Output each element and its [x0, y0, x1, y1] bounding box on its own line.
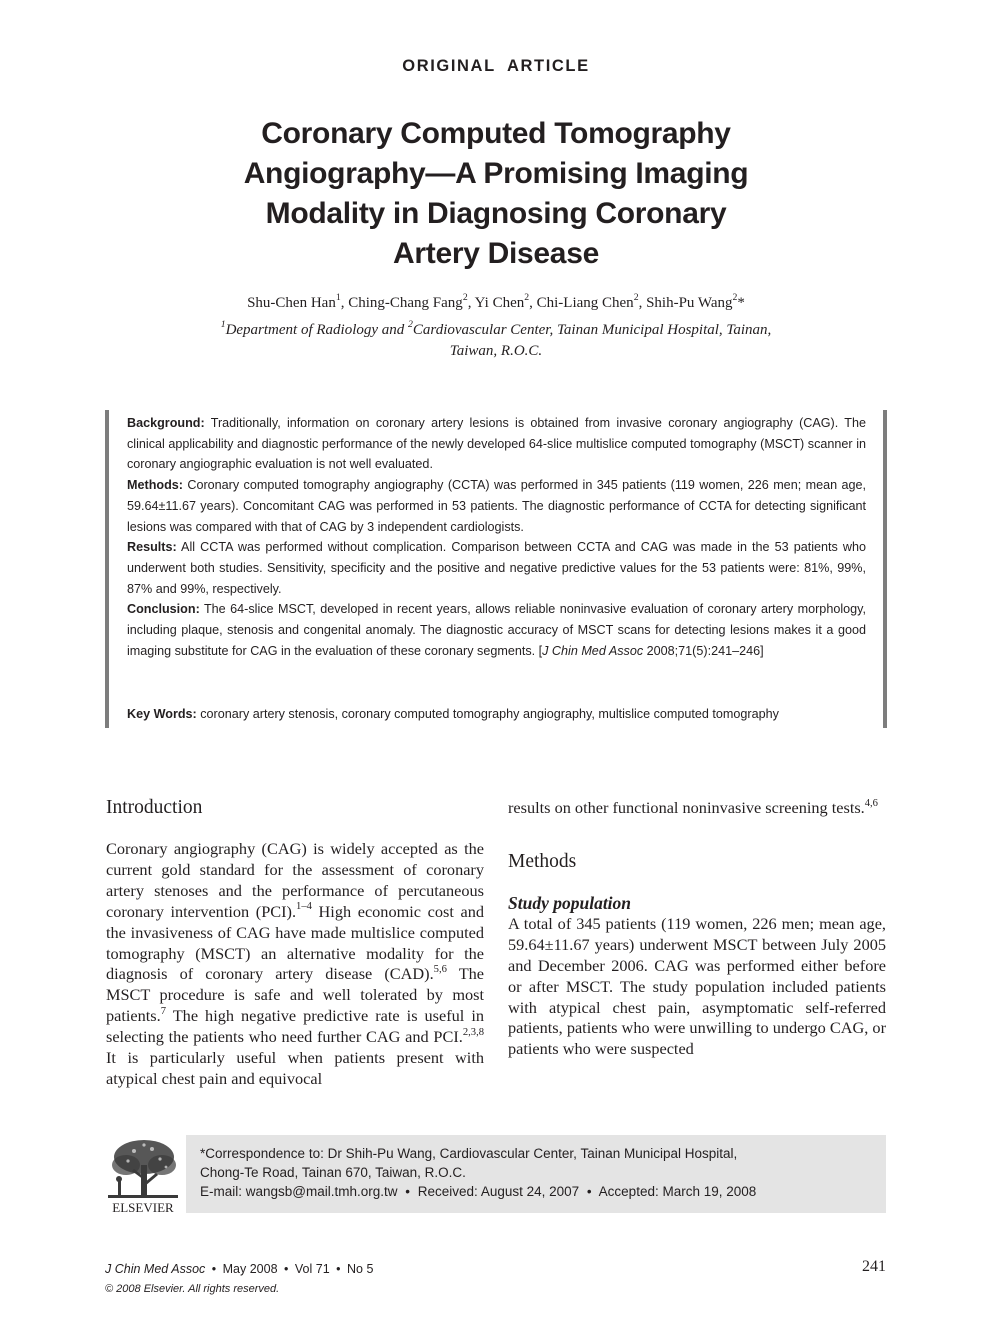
bullet-separator: •	[405, 1184, 411, 1200]
footer-volume: Vol 71	[294, 1262, 330, 1276]
body-text: High economic cost and the invasiveness of CAG have made multislice computed tomography (MSCT) an alternative modality for the diagnosis of coronary artery disease (CAD).	[106, 901, 484, 984]
author-separator: ,	[467, 295, 475, 311]
author-name: Yi Chen	[474, 295, 525, 311]
abstract-body: All CCTA was performed without complication. Comparison between CCTA and CAG was made in the 53 patients who underwent both studies. Sensitivity, specificity and the positive and negative predictive values for the 53 patients were: 81%, 99%, 87% and 99%, respectively.	[127, 540, 866, 596]
footer-citation	[105, 1261, 373, 1278]
body-text: The high negative predictive rate is useful in selecting the patients who need further CAG and PCI.	[106, 1006, 484, 1047]
citation-sup: 5,6	[433, 963, 447, 975]
title-line: Artery Disease	[393, 237, 599, 270]
affiliation-sup: 1	[220, 319, 226, 331]
body-text: results on other functional noninvasive screening tests.	[508, 798, 865, 817]
citation-journal: J Chin Med Assoc	[542, 643, 644, 658]
affiliation-text: Department of Radiology and	[225, 322, 409, 338]
footer-date: May 2008	[222, 1262, 278, 1276]
bullet-separator: •	[336, 1262, 341, 1276]
author-name: Shu-Chen Han	[247, 295, 336, 311]
footer	[105, 1261, 373, 1298]
bullet-separator: •	[284, 1262, 289, 1276]
author-name: Ching-Chang Fang	[348, 295, 463, 311]
left-column	[106, 795, 484, 1090]
abstract-methods	[127, 475, 866, 537]
citation-sup: 1–4	[296, 901, 312, 913]
author-affil-sup: 2	[462, 292, 468, 304]
author-affil-sup: 2	[633, 292, 639, 304]
abstract-body: The 64-slice MSCT, developed in recent years, allows reliable noninvasive evaluation of coronary artery morphology, including plaque, stenosis and congenital anomaly. The diagnostic accuracy of MSCT scans for detecting lesions makes it a good imaging substitute for CAG in the evaluation of these coronary segments. [	[127, 602, 866, 658]
title-line: Angiography—A Promising Imaging	[243, 157, 749, 190]
abstract-body: Traditionally, information on coronary artery lesions is obtained from invasive coronary angiography (CAG). The clinical applicability and diagnostic performance of the newly developed 64-slice multislice computed tomography (MSCT) scanner in coronary angiographic evaluation is not well evaluated.	[127, 416, 866, 472]
author-separator: ,	[340, 295, 349, 311]
section-heading: Introduction	[106, 797, 203, 818]
abstract-results	[127, 537, 866, 599]
page-number: 241	[862, 1258, 886, 1275]
affiliation-sup: 2	[408, 319, 413, 331]
correspondence-line: Chong-Te Road, Tainan 670, Taiwan, R.O.C.	[200, 1165, 466, 1181]
author-list	[0, 293, 992, 313]
footer-issue: No 5	[347, 1262, 374, 1276]
accepted-date: Accepted: March 19, 2008	[598, 1184, 757, 1200]
author-separator: ,	[529, 295, 537, 311]
abstract-label: Results:	[127, 540, 177, 555]
abstract-body: Coronary computed tomography angiography (CCTA) was performed in 345 patients (119 women, 226 men; mean age, 59.64±11.67 years). Concomitant CAG was performed in 53 patients. The diagnostic performance of CCTA for detecting significant lesions was compared with that of CAG by 3 independent cardiologists.	[127, 478, 866, 534]
author-affil-sup: 1	[335, 292, 341, 304]
elsevier-logo	[104, 1135, 182, 1215]
author-affil-sup: 2	[524, 292, 530, 304]
citation-sup: 4,6	[864, 797, 878, 809]
correspondence	[200, 1144, 880, 1202]
affiliation-text: Taiwan, R.O.C.	[449, 343, 543, 359]
publisher-name: ELSEVIER	[112, 1200, 174, 1215]
body-paragraph: A total of 345 patients (119 women, 226 men; mean age, 59.64±11.67 years) underwent MSCT between July 2005 and December 2006. CAG was performed either before or after MSCT. The study population included patients with atypical chest pain, asymptomatic self-referred patients, patients who were unwilling to undergo CAG, or patients who were suspected	[508, 913, 886, 1059]
section-label: ORIGINAL ARTICLE	[402, 57, 590, 75]
bullet-separator: •	[586, 1184, 592, 1200]
keywords-label: Key Words:	[127, 707, 197, 721]
title-line: Modality in Diagnosing Coronary	[265, 197, 727, 230]
body-paragraph	[508, 798, 886, 819]
body-text: The MSCT procedure is safe and well tolerated by most patients.	[106, 964, 484, 1026]
title-line: Coronary Computed Tomography	[261, 117, 731, 150]
author-name: Shih-Pu Wang	[646, 295, 733, 311]
correspondence-line: *Correspondence to: Dr Shih-Pu Wang, Cardiovascular Center, Tainan Municipal Hospital,	[200, 1146, 738, 1161]
abstract-conclusion	[127, 599, 866, 661]
affiliation	[196, 320, 796, 362]
copyright: © 2008 Elsevier. All rights reserved.	[105, 1283, 280, 1295]
abstract-background	[127, 413, 866, 475]
received-date: Received: August 24, 2007	[417, 1184, 580, 1200]
keywords	[127, 705, 866, 723]
article-title	[196, 114, 796, 274]
author-affil-sup: 2	[732, 292, 738, 304]
abstract	[127, 413, 866, 661]
author-separator: *	[737, 295, 745, 311]
elsevier-tree-icon	[104, 1135, 182, 1215]
citation-details: 2008;71(5):241–246]	[643, 643, 764, 658]
citation-sup: 2,3,8	[462, 1026, 484, 1038]
bullet-separator: •	[211, 1262, 217, 1276]
right-column	[508, 798, 886, 1060]
keywords-text: coronary artery stenosis, coronary computed tomography angiography, multislice computed tomography	[196, 707, 779, 721]
affiliation-text: Cardiovascular Center, Tainan Municipal Hospital, Tainan,	[412, 322, 772, 338]
body-text: Coronary angiography (CAG) is widely accepted as the current gold standard for the assessment of coronary artery stenoses and the performance of percutaneous coronary intervention (PCI).	[106, 839, 484, 921]
footer-journal: J Chin Med Assoc	[105, 1262, 206, 1276]
body-paragraph	[106, 839, 484, 1090]
abstract-label: Background:	[127, 416, 205, 430]
abstract-label: Conclusion:	[127, 602, 200, 617]
abstract-label: Methods:	[127, 478, 183, 493]
correspondence-email: E-mail: wangsb@mail.tmh.org.tw	[200, 1184, 398, 1200]
author-separator: ,	[638, 295, 647, 311]
body-text: It is particularly useful when patients present with atypical chest pain and equivocal	[106, 1048, 484, 1088]
correspondence-line	[200, 1182, 880, 1201]
citation-sup: 7	[160, 1005, 167, 1017]
section-heading: Methods	[508, 850, 577, 872]
subsection-heading: Study population	[508, 892, 632, 913]
author-name: Chi-Liang Chen	[536, 295, 634, 311]
